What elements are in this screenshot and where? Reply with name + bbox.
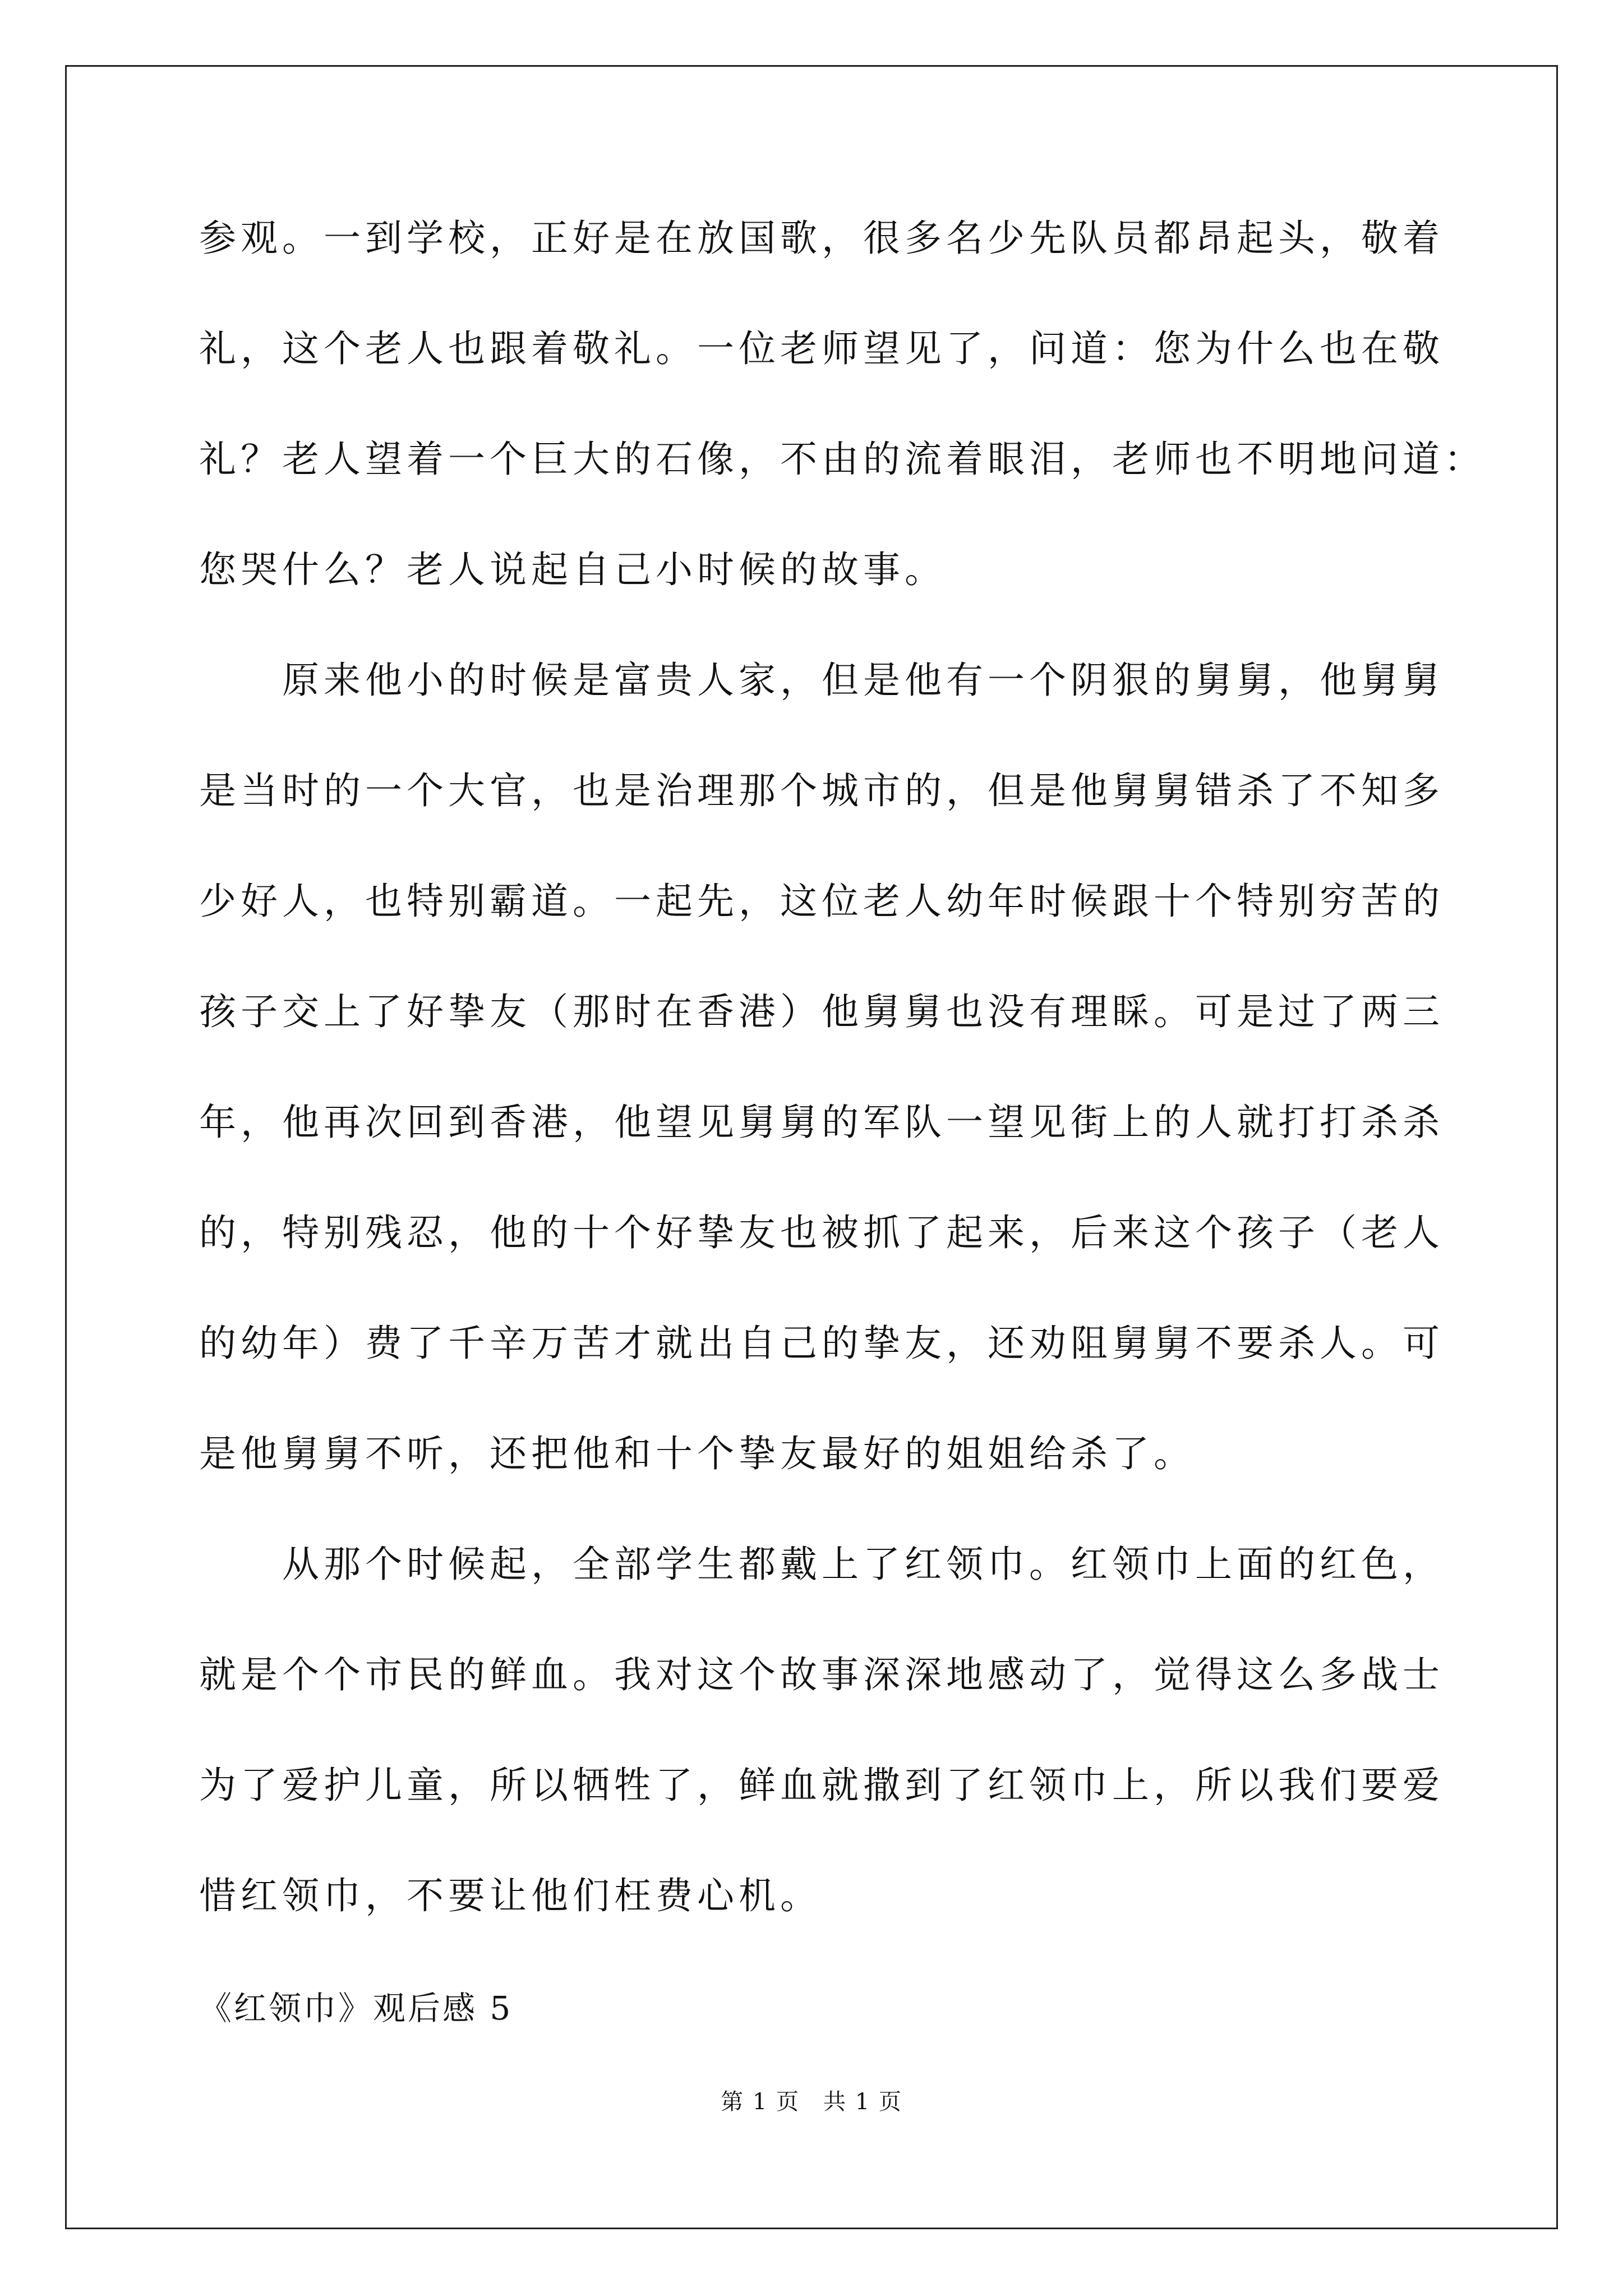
text-line: 少好人，也特别霸道。一起先，这位老人幼年时候跟十个特别穷苦的 — [199, 880, 1444, 923]
text-line: 惜红领巾，不要让他们枉费心机。 — [199, 1874, 822, 1917]
text-line: 是他舅舅不听，还把他和十个挚友最好的姐姐给杀了。 — [199, 1432, 1195, 1475]
text-line: 年，他再次回到香港，他望见舅舅的军队一望见街上的人就打打杀杀 — [199, 1101, 1444, 1144]
text-line: 礼，这个老人也跟着敬礼。一位老师望见了，问道：您为什么也在敬 — [199, 327, 1444, 370]
page-footer: 第 1 页 共 1 页 — [721, 2089, 902, 2115]
text-line: 是当时的一个大官，也是治理那个城市的，但是他舅舅错杀了不知多 — [199, 769, 1444, 812]
text-line: 原来他小的时候是富贵人家，但是他有一个阴狠的舅舅，他舅舅 — [199, 659, 1444, 702]
text-line: 礼？老人望着一个巨大的石像，不由的流着眼泪，老师也不明地问道： — [199, 438, 1486, 481]
text-line: 参观。一到学校，正好是在放国歌，很多名少先队员都昂起头，敬着 — [199, 217, 1444, 260]
text-line: 就是个个市民的鲜血。我对这个故事深深地感动了，觉得这么多战士 — [199, 1653, 1444, 1696]
text-line: 的幼年）费了千辛万苦才就出自己的挚友，还劝阻舅舅不要杀人。可 — [199, 1322, 1444, 1365]
text-line: 从那个时候起，全部学生都戴上了红领巾。红领巾上面的红色， — [199, 1543, 1444, 1586]
text-line: 的，特别残忍，他的十个好挚友也被抓了起来，后来这个孩子（老人 — [199, 1211, 1444, 1254]
text-line: 为了爱护儿童，所以牺牲了，鲜血就撒到了红领巾上，所以我们要爱 — [199, 1764, 1444, 1807]
text-line: 您哭什么？老人说起自己小时候的故事。 — [199, 548, 946, 591]
section-heading: 《红领巾》观后感 5 — [199, 1989, 513, 2027]
text-line: 孩子交上了好挚友（那时在香港）他舅舅也没有理睬。可是过了两三 — [199, 990, 1444, 1033]
